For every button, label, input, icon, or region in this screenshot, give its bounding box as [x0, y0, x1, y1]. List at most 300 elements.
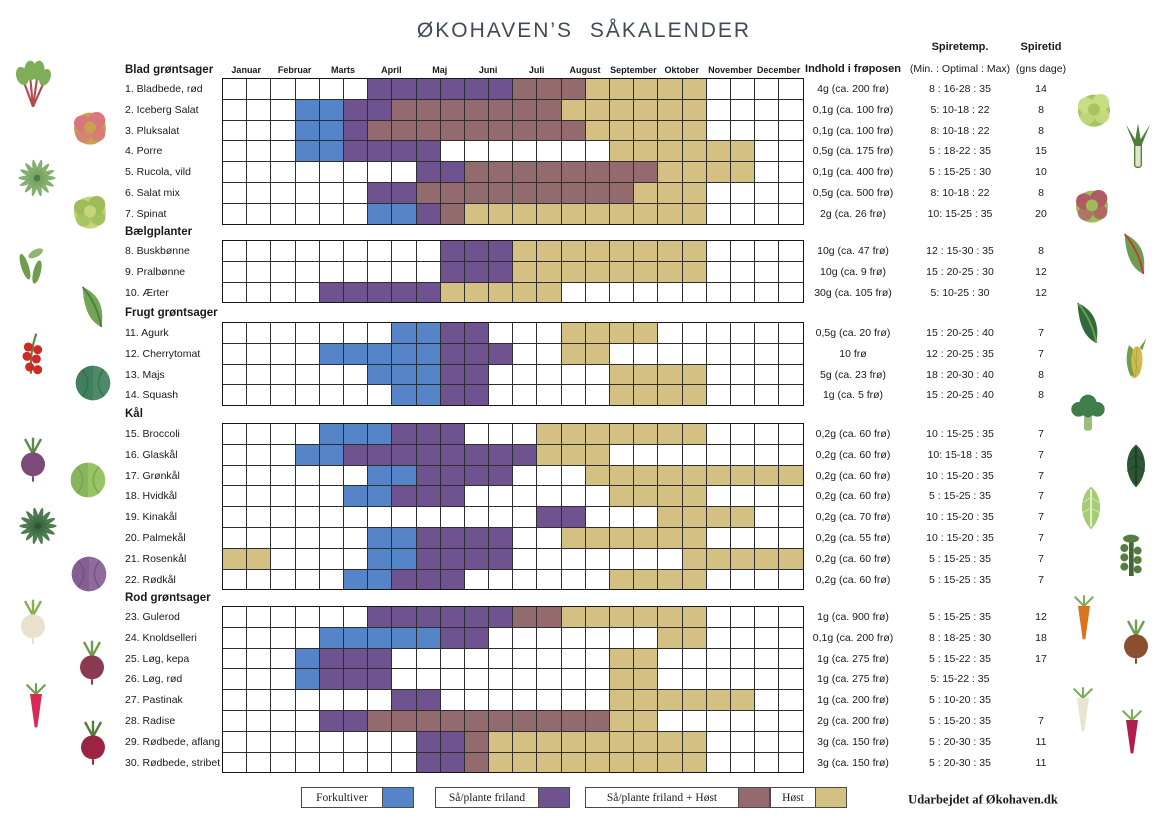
seed-content-value: 2g (ca. 26 frø) [820, 207, 886, 220]
seed-content-value: 0,5g (ca. 500 frø) [812, 187, 894, 199]
germination-temp-value: 10: 15-18 : 35 [927, 448, 993, 461]
calendar-cell [537, 445, 560, 465]
calendar-cell [441, 507, 464, 527]
palm-kale-illustration [1114, 442, 1158, 495]
germination-time-value: 7 [1038, 428, 1044, 440]
calendar-cell [271, 649, 294, 669]
calendar-cell [344, 121, 367, 141]
calendar-cell [247, 570, 270, 590]
calendar-cell [586, 204, 609, 224]
calendar-cell [683, 344, 706, 364]
calendar-cell [731, 486, 754, 506]
calendar-cell [441, 607, 464, 627]
calendar-cell [368, 570, 391, 590]
germination-time-value: 8 [1038, 187, 1044, 199]
calendar-cell [513, 344, 536, 364]
calendar-cell [513, 628, 536, 648]
salad-mix-illustration [1070, 184, 1114, 237]
calendar-cell [465, 507, 488, 527]
calendar-cell [247, 649, 270, 669]
calendar-cell [296, 385, 319, 405]
calendar-cell [417, 344, 440, 364]
calendar-cell [683, 323, 706, 343]
calendar-cell [707, 486, 730, 506]
calendar-cell [223, 365, 246, 385]
calendar-cell [344, 283, 367, 303]
calendar-cell [707, 241, 730, 261]
calendar-cell [392, 649, 415, 669]
row-label: 17. Grønkål [125, 469, 180, 482]
calendar-cell [658, 283, 681, 303]
calendar-cell [779, 204, 802, 224]
calendar-cell [296, 283, 319, 303]
calendar-cell [368, 141, 391, 161]
row-label: 1. Bladbede, rød [125, 83, 203, 95]
calendar-cell [707, 183, 730, 203]
calendar-cell [731, 344, 754, 364]
calendar-cell [271, 690, 294, 710]
row-label: 9. Pralbønne [125, 265, 186, 278]
calendar-cell [755, 262, 778, 282]
calendar-cell [537, 79, 560, 99]
calendar-cell [586, 183, 609, 203]
calendar-cell [344, 262, 367, 282]
calendar-cell [779, 486, 802, 506]
calendar-cell [392, 711, 415, 731]
germination-temp-value: 15 : 20-25 : 30 [926, 265, 994, 278]
calendar-cell [586, 141, 609, 161]
germination-temp-value: 5: 15-22 : 35 [930, 673, 990, 686]
germination-time-value: 11 [1035, 735, 1047, 748]
calendar-cell [417, 79, 440, 99]
calendar-cell [731, 262, 754, 282]
calendar-cell [344, 753, 367, 773]
calendar-cell [344, 466, 367, 486]
calendar-cell [610, 528, 633, 548]
row-label: 8. Buskbønne [125, 245, 190, 257]
kale-illustration [16, 502, 60, 555]
calendar-cell [707, 121, 730, 141]
calendar-cell [634, 753, 657, 773]
calendar-cell [537, 241, 560, 261]
calendar-cell [441, 241, 464, 261]
legend-label-forkultiver: Forkultiver [301, 787, 383, 808]
calendar-cell [658, 466, 681, 486]
seed-content-value: 0,1g (ca. 100 frø) [812, 103, 894, 116]
calendar-cell [634, 262, 657, 282]
germination-temp-value: 5 : 15-20 : 35 [929, 715, 991, 727]
calendar-cell [271, 79, 294, 99]
iceberg-illustration [1072, 88, 1116, 141]
germination-time-value: 7 [1038, 469, 1044, 482]
calendar-cell [537, 628, 560, 648]
legend-swatch-hoest [816, 787, 847, 808]
calendar-cell [586, 100, 609, 120]
calendar-cell [465, 690, 488, 710]
calendar-cell [465, 100, 488, 120]
calendar-cell [223, 669, 246, 689]
calendar-cell [223, 445, 246, 465]
calendar-cell [610, 466, 633, 486]
calendar-cell [489, 486, 512, 506]
calendar-cell [683, 607, 706, 627]
calendar-cell [683, 711, 706, 731]
calendar-cell [658, 100, 681, 120]
calendar-cell [247, 262, 270, 282]
seed-content-value: 0,2g (ca. 60 frø) [815, 428, 891, 440]
calendar-cell [610, 628, 633, 648]
calendar-cell [296, 162, 319, 182]
calendar-cell [755, 445, 778, 465]
calendar-cell [683, 262, 706, 282]
calendar-cell [417, 649, 440, 669]
calendar-cell [755, 100, 778, 120]
calendar-cell [247, 183, 270, 203]
calendar-cell [562, 711, 585, 731]
calendar-cell [368, 121, 391, 141]
calendar-cell [586, 466, 609, 486]
calendar-cell [731, 162, 754, 182]
calendar-cell [707, 466, 730, 486]
calendar-cell [296, 711, 319, 731]
calendar-cell [271, 732, 294, 752]
calendar-cell [610, 690, 633, 710]
germination-temp-value: 8 : 18-25 : 30 [929, 631, 991, 644]
calendar-cell [271, 424, 294, 444]
calendar-cell [562, 690, 585, 710]
calendar-cell [368, 241, 391, 261]
calendar-cell [223, 204, 246, 224]
calendar-cell [658, 570, 681, 590]
calendar-cell [465, 183, 488, 203]
germination-time-value: 8 [1038, 103, 1044, 116]
germination-temp-header: Spiretemp. [931, 41, 989, 53]
calendar-cell [320, 732, 343, 752]
calendar-cell [683, 628, 706, 648]
seed-content-value: 30g (ca. 105 frø) [814, 286, 892, 299]
calendar-cell [755, 241, 778, 261]
month-header-februar: Februar [277, 65, 312, 75]
calendar-cell [562, 424, 585, 444]
germination-temp-value: 5 : 15-25 : 35 [929, 552, 991, 565]
calendar-cell [658, 162, 681, 182]
calendar-cell [755, 162, 778, 182]
calendar-cell [489, 344, 512, 364]
calendar-cell [441, 549, 464, 569]
calendar-cell [296, 732, 319, 752]
calendar-cell [392, 486, 415, 506]
calendar-cell [634, 628, 657, 648]
germination-time-value: 14 [1035, 83, 1047, 95]
calendar-cell [417, 121, 440, 141]
calendar-cell [634, 241, 657, 261]
calendar-cell [755, 183, 778, 203]
calendar-cell [441, 466, 464, 486]
calendar-cell [683, 424, 706, 444]
calendar-cell [465, 121, 488, 141]
calendar-cell [707, 262, 730, 282]
calendar-cell [610, 241, 633, 261]
calendar-cell [755, 365, 778, 385]
calendar-cell [392, 445, 415, 465]
calendar-cell [513, 445, 536, 465]
calendar-cell [513, 669, 536, 689]
calendar-cell [513, 466, 536, 486]
calendar-cell [537, 323, 560, 343]
calendar-cell [465, 445, 488, 465]
calendar-cell [465, 753, 488, 773]
calendar-cell [779, 711, 802, 731]
calendar-cell [634, 570, 657, 590]
calendar-cell [513, 183, 536, 203]
calendar-cell [368, 649, 391, 669]
corn-illustration [1115, 337, 1159, 390]
calendar-cell [392, 669, 415, 689]
calendar-cell [392, 283, 415, 303]
calendar-cell [223, 424, 246, 444]
germination-temp-value: 10 : 15-20 : 35 [926, 532, 994, 544]
calendar-cell [658, 344, 681, 364]
calendar-cell [537, 385, 560, 405]
calendar-cell [683, 690, 706, 710]
calendar-cell [683, 204, 706, 224]
calendar-cell [683, 445, 706, 465]
calendar-cell [441, 365, 464, 385]
calendar-cell [707, 79, 730, 99]
calendar-cell [683, 183, 706, 203]
calendar-cell [271, 262, 294, 282]
calendar-cell [658, 507, 681, 527]
calendar-cell [465, 466, 488, 486]
calendar-cell [779, 466, 802, 486]
calendar-cell [707, 628, 730, 648]
calendar-cell [489, 669, 512, 689]
calendar-cell [610, 711, 633, 731]
calendar-cell [392, 690, 415, 710]
calendar-cell [658, 141, 681, 161]
calendar-cell [537, 283, 560, 303]
calendar-cell [562, 549, 585, 569]
calendar-cell [586, 649, 609, 669]
calendar-cell [247, 141, 270, 161]
calendar-cell [562, 466, 585, 486]
radish-illustration [14, 682, 58, 735]
row-label: 12. Cherrytomat [125, 347, 201, 360]
calendar-cell [441, 162, 464, 182]
row-label: 10. Ærter [125, 286, 169, 299]
calendar-cell [392, 79, 415, 99]
calendar-cell [441, 121, 464, 141]
calendar-cell [562, 162, 585, 182]
calendar-cell [683, 283, 706, 303]
germination-temp-value: 8: 10-18 : 22 [930, 124, 990, 137]
red-cabbage-illustration [67, 550, 111, 603]
calendar-cell [344, 79, 367, 99]
calendar-cell [271, 283, 294, 303]
calendar-cell [392, 241, 415, 261]
calendar-cell [368, 711, 391, 731]
red-onion-illustration [70, 638, 114, 691]
calendar-cell [610, 283, 633, 303]
calendar-cell [562, 79, 585, 99]
calendar-cell [368, 549, 391, 569]
calendar-cell [658, 711, 681, 731]
seed-content-value: 0,1g (ca. 400 frø) [812, 166, 894, 179]
calendar-cell [320, 690, 343, 710]
calendar-cell [658, 486, 681, 506]
calendar-cell [271, 549, 294, 569]
calendar-cell [586, 323, 609, 343]
category-label-2: Bælgplanter [125, 226, 193, 238]
calendar-cell [610, 141, 633, 161]
calendar-cell [707, 365, 730, 385]
calendar-cell [731, 628, 754, 648]
calendar-cell [707, 732, 730, 752]
calendar-cell [634, 424, 657, 444]
calendar-cell [489, 79, 512, 99]
month-header-januar: Januar [231, 65, 261, 75]
calendar-cell [610, 486, 633, 506]
calendar-cell [513, 424, 536, 444]
calendar-cell [344, 486, 367, 506]
calendar-cell [658, 262, 681, 282]
calendar-cell [417, 507, 440, 527]
calendar-cell [271, 607, 294, 627]
calendar-cell [296, 79, 319, 99]
calendar-cell [513, 607, 536, 627]
calendar-cell [586, 628, 609, 648]
calendar-cell [320, 385, 343, 405]
calendar-cell [368, 344, 391, 364]
calendar-cell [417, 323, 440, 343]
row-label: 13. Majs [125, 368, 165, 381]
calendar-cell [562, 365, 585, 385]
calendar-cell [489, 121, 512, 141]
calendar-cell [320, 607, 343, 627]
calendar-cell [296, 141, 319, 161]
calendar-cell [610, 732, 633, 752]
calendar-cell [731, 323, 754, 343]
calendar-cell [755, 204, 778, 224]
calendar-cell [513, 528, 536, 548]
calendar-cell [513, 241, 536, 261]
calendar-cell [755, 753, 778, 773]
calendar-cell [320, 323, 343, 343]
row-label: 3. Pluksalat [125, 124, 180, 137]
germination-temp-value: 10 : 15-20 : 35 [926, 469, 994, 482]
calendar-cell [417, 283, 440, 303]
calendar-cell [465, 649, 488, 669]
calendar-cell [779, 507, 802, 527]
germination-temp-value: 5: 10-18 : 22 [930, 103, 990, 116]
calendar-cell [707, 344, 730, 364]
calendar-cell [731, 570, 754, 590]
calendar-cell [223, 649, 246, 669]
calendar-cell [417, 162, 440, 182]
calendar-cell [707, 669, 730, 689]
calendar-cell [779, 445, 802, 465]
calendar-cell [707, 204, 730, 224]
seed-content-value: 1g (ca. 275 frø) [817, 652, 889, 665]
calendar-cell [610, 445, 633, 465]
calendar-cell [683, 732, 706, 752]
calendar-cell [779, 424, 802, 444]
calendar-cell [320, 204, 343, 224]
calendar-cell [247, 711, 270, 731]
calendar-cell [296, 241, 319, 261]
calendar-cell [320, 283, 343, 303]
calendar-cell [562, 649, 585, 669]
calendar-cell [634, 732, 657, 752]
row-label: 29. Rødbede, aflang [125, 735, 221, 748]
calendar-cell [586, 283, 609, 303]
calendar-cell [368, 365, 391, 385]
calendar-cell [441, 283, 464, 303]
calendar-cell [634, 323, 657, 343]
calendar-cell [731, 204, 754, 224]
calendar-cell [417, 711, 440, 731]
calendar-cell [320, 711, 343, 731]
calendar-cell [755, 669, 778, 689]
calendar-cell [223, 344, 246, 364]
calendar-cell [537, 183, 560, 203]
calendar-grid-group-5 [222, 606, 804, 773]
calendar-cell [537, 669, 560, 689]
calendar-grid-group-4 [222, 423, 804, 590]
calendar-cell [368, 466, 391, 486]
legend-item-hoest [770, 787, 847, 808]
calendar-cell [392, 204, 415, 224]
seed-content-value: 1g (ca. 900 frø) [817, 611, 889, 623]
legend-swatch-forkultiver [383, 787, 414, 808]
calendar-cell [537, 262, 560, 282]
calendar-cell [247, 204, 270, 224]
calendar-cell [779, 141, 802, 161]
calendar-cell [513, 365, 536, 385]
calendar-cell [417, 570, 440, 590]
calendar-cell [586, 365, 609, 385]
calendar-cell [320, 162, 343, 182]
calendar-cell [634, 100, 657, 120]
calendar-cell [779, 241, 802, 261]
month-header-november: November [708, 65, 753, 75]
kohlrabi-illustration [11, 435, 55, 488]
credit-text: Udarbejdet af Økohaven.dk [908, 792, 1058, 807]
calendar-cell [223, 283, 246, 303]
calendar-cell [247, 385, 270, 405]
calendar-cell [344, 323, 367, 343]
calendar-cell [658, 732, 681, 752]
calendar-cell [223, 79, 246, 99]
legend-swatch-saa-plante-friland [539, 787, 570, 808]
row-label: 28. Radise [125, 715, 176, 727]
calendar-cell [707, 100, 730, 120]
calendar-cell [755, 385, 778, 405]
month-header-juni: Juni [478, 65, 498, 75]
germination-time-value: 8 [1038, 389, 1044, 402]
calendar-cell [465, 424, 488, 444]
seed-content-value: 0,2g (ca. 60 frø) [815, 552, 891, 565]
calendar-cell [610, 607, 633, 627]
calendar-cell [537, 528, 560, 548]
calendar-cell [417, 183, 440, 203]
onion-illustration [1114, 617, 1158, 670]
calendar-cell [658, 445, 681, 465]
calendar-cell [755, 486, 778, 506]
calendar-cell [779, 649, 802, 669]
runner-bean-illustration [1112, 230, 1156, 283]
bean-pods-illustration [11, 244, 55, 297]
